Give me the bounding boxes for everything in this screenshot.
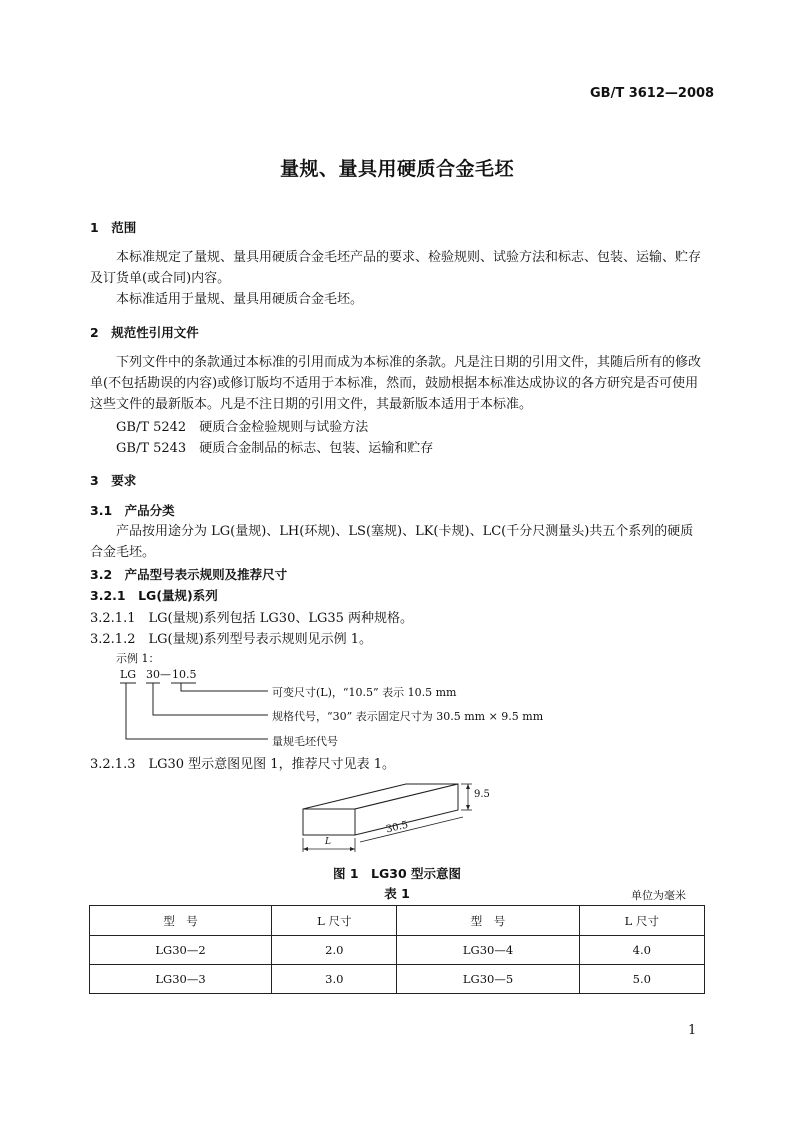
clause-3-2-1-2: 3.2.1.2 LG(量规)系列型号表示规则见示例 1。	[90, 632, 373, 647]
table-cell: LG30—5	[397, 965, 579, 994]
reference-gbt5242: GB/T 5242 硬质合金检验规则与试验方法	[116, 420, 369, 435]
dimension-l-label: L	[325, 837, 331, 847]
table-1-caption: 表 1	[384, 886, 410, 901]
table-row	[90, 936, 705, 965]
section-3-1-paragraph: 产品按用途分为 LG(量规)、LH(环规)、LS(塞规)、LK(卡规)、LC(千分尺测量头)共五个系列的硬质合金毛坯。	[90, 524, 694, 560]
designation-note-2: 规格代号，“30” 表示固定尺寸为 30.5 mm × 9.5 mm	[272, 710, 544, 723]
section-1-paragraph-2: 本标准适用于量规、量具用硬质合金毛坯。	[116, 292, 364, 307]
section-3-1-heading: 3.1 产品分类	[90, 503, 175, 518]
reference-gbt5243: GB/T 5243 硬质合金制品的标志、包装、运输和贮存	[116, 441, 434, 456]
designation-note-1: 可变尺寸(L)，“10.5” 表示 10.5 mm	[272, 686, 457, 699]
designation-note-3: 量规毛坯代号	[272, 735, 338, 748]
table-cell: 5.0	[579, 965, 704, 994]
table-cell: 2.0	[272, 936, 397, 965]
table-cell: 3.0	[272, 965, 397, 994]
section-3-2-heading: 3.2 产品型号表示规则及推荐尺寸	[90, 567, 288, 582]
dimension-length-label: 30.5	[385, 819, 410, 836]
code-part-30: 30	[146, 668, 160, 681]
table-header-row	[90, 906, 705, 936]
table-cell: LG30—2	[90, 936, 272, 965]
standard-code: GB/T 3612—2008	[590, 86, 715, 101]
table-header-cell: 型 号	[397, 906, 579, 936]
section-3-heading: 3 要求	[90, 473, 137, 488]
section-2-paragraph: 下列文件中的条款通过本标准的引用而成为本标准的条款。凡是注日期的引用文件，其随后所有的修改单(不包括勘误的内容)或修订版均不适用于本标准，然而，鼓励根据本标准达成协议的各方研究是否可使用这些文件的最新版本。凡是不注日期的引用文件，其最新版本适用于本标准。	[90, 355, 702, 412]
table-cell: LG30—3	[90, 965, 272, 994]
document-title: 量规、量具用硬质合金毛坯	[279, 158, 514, 180]
section-1-heading: 1 范围	[90, 220, 137, 235]
clause-3-2-1-3: 3.2.1.3 LG30 型示意图见图 1，推荐尺寸见表 1。	[90, 757, 395, 772]
example-label: 示例 1：	[116, 652, 160, 665]
table-cell: LG30—4	[397, 936, 579, 965]
section-3-2-1-heading: 3.2.1 LG(量规)系列	[90, 588, 218, 603]
table-header-cell: L 尺寸	[272, 906, 397, 936]
code-part-lg: LG	[120, 668, 137, 681]
code-part-10-5: 10.5	[172, 668, 197, 681]
code-dash: —	[160, 668, 171, 681]
table-row	[90, 965, 705, 994]
section-2-heading: 2 规范性引用文件	[90, 325, 199, 340]
table-1	[89, 905, 705, 994]
table-header-cell: 型 号	[90, 906, 272, 936]
table-header-cell: L 尺寸	[579, 906, 704, 936]
dimension-height-label: 9.5	[474, 789, 490, 800]
section-1-paragraph-1: 本标准规定了量规、量具用硬质合金毛坯产品的要求、检验规则、试验方法和标志、包装、运输、贮存及订货单(或合同)内容。	[90, 250, 702, 286]
table-cell: 4.0	[579, 936, 704, 965]
table-unit: 单位为毫米	[631, 889, 686, 902]
clause-3-2-1-1: 3.2.1.1 LG(量规)系列包括 LG30、LG35 两种规格。	[90, 611, 414, 626]
block-front-face	[303, 809, 355, 835]
figure-1-caption: 图 1 LG30 型示意图	[332, 866, 462, 881]
page-number: 1	[688, 1023, 697, 1038]
